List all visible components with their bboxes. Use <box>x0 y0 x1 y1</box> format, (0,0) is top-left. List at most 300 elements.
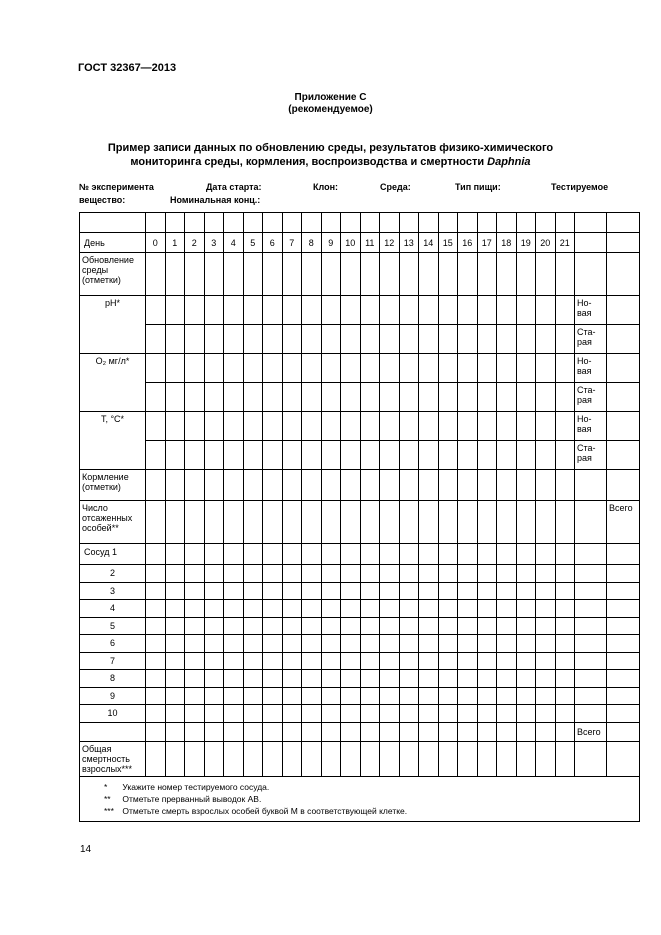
grid-cell[interactable] <box>263 687 283 705</box>
grid-cell[interactable] <box>263 354 283 383</box>
grid-cell[interactable] <box>165 544 185 565</box>
grid-cell[interactable] <box>555 722 575 741</box>
grid-cell[interactable] <box>204 412 224 441</box>
grid-cell[interactable] <box>419 565 439 583</box>
grid-cell[interactable] <box>516 722 536 741</box>
grid-cell[interactable] <box>497 213 517 233</box>
grid-cell[interactable] <box>302 470 322 501</box>
grid-cell[interactable] <box>302 670 322 688</box>
grid-cell[interactable] <box>399 441 419 470</box>
grid-cell[interactable] <box>516 705 536 723</box>
grid-cell[interactable] <box>302 582 322 600</box>
grid-cell[interactable] <box>146 253 166 296</box>
grid-cell[interactable] <box>516 441 536 470</box>
grid-cell[interactable] <box>555 652 575 670</box>
grid-cell[interactable] <box>536 670 556 688</box>
grid-cell[interactable] <box>458 722 478 741</box>
grid-cell[interactable] <box>321 565 341 583</box>
grid-cell[interactable] <box>536 705 556 723</box>
grid-cell[interactable] <box>204 296 224 325</box>
grid-cell[interactable] <box>458 325 478 354</box>
grid-cell[interactable] <box>341 617 361 635</box>
grid-cell[interactable] <box>165 325 185 354</box>
grid-cell[interactable] <box>477 213 497 233</box>
grid-cell[interactable] <box>380 253 400 296</box>
grid-cell[interactable] <box>516 635 536 653</box>
grid-cell[interactable] <box>224 652 244 670</box>
grid-cell[interactable] <box>146 670 166 688</box>
grid-cell[interactable] <box>458 544 478 565</box>
grid-cell[interactable] <box>302 741 322 776</box>
grid-cell[interactable] <box>185 325 205 354</box>
grid-cell[interactable] <box>146 441 166 470</box>
grid-cell[interactable] <box>263 213 283 233</box>
grid-cell[interactable] <box>380 687 400 705</box>
grid-cell[interactable] <box>516 652 536 670</box>
grid-cell[interactable] <box>204 565 224 583</box>
grid-cell[interactable] <box>224 670 244 688</box>
grid-cell[interactable] <box>516 253 536 296</box>
grid-cell[interactable] <box>497 354 517 383</box>
grid-cell[interactable] <box>165 565 185 583</box>
grid-cell[interactable] <box>224 296 244 325</box>
grid-cell[interactable] <box>458 213 478 233</box>
grid-cell[interactable] <box>360 354 380 383</box>
grid-cell[interactable] <box>243 441 263 470</box>
grid-cell[interactable] <box>146 565 166 583</box>
grid-cell[interactable] <box>497 652 517 670</box>
grid-cell[interactable] <box>438 617 458 635</box>
grid-cell[interactable] <box>321 412 341 441</box>
grid-cell[interactable] <box>165 687 185 705</box>
grid-cell[interactable] <box>360 582 380 600</box>
grid-cell[interactable] <box>458 253 478 296</box>
grid-cell[interactable] <box>282 213 302 233</box>
grid-cell[interactable] <box>263 325 283 354</box>
grid-cell[interactable] <box>555 670 575 688</box>
grid-cell[interactable] <box>497 470 517 501</box>
grid-cell[interactable] <box>204 741 224 776</box>
total-cell[interactable] <box>607 670 640 688</box>
grid-cell[interactable] <box>438 354 458 383</box>
grid-cell[interactable] <box>458 565 478 583</box>
grid-cell[interactable] <box>224 600 244 618</box>
grid-cell[interactable] <box>380 213 400 233</box>
grid-cell[interactable] <box>282 687 302 705</box>
grid-cell[interactable] <box>536 565 556 583</box>
grid-cell[interactable] <box>321 741 341 776</box>
grid-cell[interactable] <box>341 741 361 776</box>
grid-cell[interactable] <box>438 705 458 723</box>
grid-cell[interactable] <box>399 600 419 618</box>
grid-cell[interactable] <box>419 544 439 565</box>
grid-cell[interactable] <box>204 470 224 501</box>
grid-cell[interactable] <box>536 253 556 296</box>
grid-cell[interactable] <box>341 600 361 618</box>
grid-cell[interactable] <box>204 600 224 618</box>
grid-cell[interactable] <box>516 617 536 635</box>
grid-cell[interactable] <box>165 383 185 412</box>
grid-cell[interactable] <box>497 600 517 618</box>
grid-cell[interactable] <box>243 670 263 688</box>
grid-cell[interactable] <box>204 635 224 653</box>
grid-cell[interactable] <box>185 687 205 705</box>
grid-cell[interactable] <box>185 635 205 653</box>
grid-cell[interactable] <box>341 635 361 653</box>
grid-cell[interactable] <box>438 441 458 470</box>
grid-cell[interactable] <box>516 354 536 383</box>
grid-cell[interactable] <box>146 501 166 544</box>
grid-cell[interactable] <box>165 470 185 501</box>
grid-cell[interactable] <box>282 441 302 470</box>
grid-cell[interactable] <box>185 470 205 501</box>
grid-cell[interactable] <box>477 383 497 412</box>
grid-cell[interactable] <box>185 412 205 441</box>
grid-cell[interactable] <box>321 213 341 233</box>
grid-cell[interactable] <box>185 741 205 776</box>
grid-cell[interactable] <box>185 705 205 723</box>
grid-cell[interactable] <box>477 635 497 653</box>
grid-cell[interactable] <box>282 544 302 565</box>
grid-cell[interactable] <box>458 412 478 441</box>
grid-cell[interactable] <box>224 501 244 544</box>
grid-cell[interactable] <box>536 582 556 600</box>
grid-cell[interactable] <box>438 652 458 670</box>
grid-cell[interactable] <box>438 544 458 565</box>
grid-cell[interactable] <box>146 652 166 670</box>
grid-cell[interactable] <box>263 296 283 325</box>
total-cell[interactable] <box>607 412 640 441</box>
grid-cell[interactable] <box>321 617 341 635</box>
grid-cell[interactable] <box>399 635 419 653</box>
grid-cell[interactable] <box>360 617 380 635</box>
grid-cell[interactable] <box>321 652 341 670</box>
grid-cell[interactable] <box>243 383 263 412</box>
grid-cell[interactable] <box>165 253 185 296</box>
grid-cell[interactable] <box>204 670 224 688</box>
grid-cell[interactable] <box>497 501 517 544</box>
total-cell[interactable] <box>607 441 640 470</box>
grid-cell[interactable] <box>263 565 283 583</box>
total-cell[interactable] <box>607 600 640 618</box>
grid-cell[interactable] <box>185 670 205 688</box>
grid-cell[interactable] <box>555 617 575 635</box>
grid-cell[interactable] <box>516 687 536 705</box>
grid-cell[interactable] <box>536 325 556 354</box>
grid-cell[interactable] <box>263 544 283 565</box>
grid-cell[interactable] <box>224 705 244 723</box>
grid-cell[interactable] <box>224 325 244 354</box>
grid-cell[interactable] <box>477 253 497 296</box>
grid-cell[interactable] <box>536 296 556 325</box>
grid-cell[interactable] <box>458 470 478 501</box>
grid-cell[interactable] <box>419 705 439 723</box>
grid-cell[interactable] <box>438 670 458 688</box>
grid-cell[interactable] <box>185 354 205 383</box>
grid-cell[interactable] <box>146 325 166 354</box>
grid-cell[interactable] <box>321 582 341 600</box>
grid-cell[interactable] <box>380 383 400 412</box>
grid-cell[interactable] <box>419 582 439 600</box>
grid-cell[interactable] <box>243 213 263 233</box>
grid-cell[interactable] <box>477 544 497 565</box>
total-cell[interactable] <box>607 582 640 600</box>
grid-cell[interactable] <box>302 412 322 441</box>
grid-cell[interactable] <box>321 441 341 470</box>
grid-cell[interactable] <box>419 635 439 653</box>
grid-cell[interactable] <box>224 470 244 501</box>
grid-cell[interactable] <box>399 412 419 441</box>
grid-cell[interactable] <box>419 741 439 776</box>
grid-cell[interactable] <box>360 213 380 233</box>
grid-cell[interactable] <box>302 325 322 354</box>
grid-cell[interactable] <box>536 412 556 441</box>
grid-cell[interactable] <box>243 354 263 383</box>
grid-cell[interactable] <box>360 670 380 688</box>
grid-cell[interactable] <box>165 670 185 688</box>
grid-cell[interactable] <box>536 741 556 776</box>
grid-cell[interactable] <box>516 412 536 441</box>
grid-cell[interactable] <box>302 617 322 635</box>
grid-cell[interactable] <box>204 722 224 741</box>
total-cell[interactable] <box>607 565 640 583</box>
grid-cell[interactable] <box>438 582 458 600</box>
grid-cell[interactable] <box>555 383 575 412</box>
grid-cell[interactable] <box>146 213 166 233</box>
grid-cell[interactable] <box>497 325 517 354</box>
grid-cell[interactable] <box>555 582 575 600</box>
grid-cell[interactable] <box>497 412 517 441</box>
grid-cell[interactable] <box>224 741 244 776</box>
grid-cell[interactable] <box>263 635 283 653</box>
grid-cell[interactable] <box>165 296 185 325</box>
grid-cell[interactable] <box>263 470 283 501</box>
grid-cell[interactable] <box>204 441 224 470</box>
grid-cell[interactable] <box>263 253 283 296</box>
grid-cell[interactable] <box>321 670 341 688</box>
grid-cell[interactable] <box>165 412 185 441</box>
grid-cell[interactable] <box>341 705 361 723</box>
grid-cell[interactable] <box>438 687 458 705</box>
grid-cell[interactable] <box>204 652 224 670</box>
grid-cell[interactable] <box>399 354 419 383</box>
grid-cell[interactable] <box>185 213 205 233</box>
grid-cell[interactable] <box>243 501 263 544</box>
grid-cell[interactable] <box>497 582 517 600</box>
grid-cell[interactable] <box>146 544 166 565</box>
grid-cell[interactable] <box>555 600 575 618</box>
grid-cell[interactable] <box>341 582 361 600</box>
grid-cell[interactable] <box>399 501 419 544</box>
grid-cell[interactable] <box>263 670 283 688</box>
grid-cell[interactable] <box>458 296 478 325</box>
grid-cell[interactable] <box>458 635 478 653</box>
grid-cell[interactable] <box>458 705 478 723</box>
grid-cell[interactable] <box>263 617 283 635</box>
grid-cell[interactable] <box>380 441 400 470</box>
grid-cell[interactable] <box>438 213 458 233</box>
grid-cell[interactable] <box>243 412 263 441</box>
grid-cell[interactable] <box>185 383 205 412</box>
grid-cell[interactable] <box>282 600 302 618</box>
grid-cell[interactable] <box>165 652 185 670</box>
grid-cell[interactable] <box>321 354 341 383</box>
grid-cell[interactable] <box>399 741 419 776</box>
grid-cell[interactable] <box>477 441 497 470</box>
grid-cell[interactable] <box>399 544 419 565</box>
grid-cell[interactable] <box>458 383 478 412</box>
grid-cell[interactable] <box>516 470 536 501</box>
grid-cell[interactable] <box>224 441 244 470</box>
grid-cell[interactable] <box>497 705 517 723</box>
grid-cell[interactable] <box>458 441 478 470</box>
grid-cell[interactable] <box>341 441 361 470</box>
grid-cell[interactable] <box>555 687 575 705</box>
grid-cell[interactable] <box>341 412 361 441</box>
grid-cell[interactable] <box>438 325 458 354</box>
grid-cell[interactable] <box>360 544 380 565</box>
grid-cell[interactable] <box>263 441 283 470</box>
grid-cell[interactable] <box>516 582 536 600</box>
grid-cell[interactable] <box>360 635 380 653</box>
grid-cell[interactable] <box>224 635 244 653</box>
grid-cell[interactable] <box>243 296 263 325</box>
grand-total-cell[interactable] <box>607 722 640 741</box>
grid-cell[interactable] <box>302 565 322 583</box>
grid-cell[interactable] <box>360 741 380 776</box>
total-cell[interactable] <box>607 383 640 412</box>
total-cell[interactable] <box>607 635 640 653</box>
grid-cell[interactable] <box>302 253 322 296</box>
grid-cell[interactable] <box>224 582 244 600</box>
grid-cell[interactable] <box>458 617 478 635</box>
grid-cell[interactable] <box>204 617 224 635</box>
grid-cell[interactable] <box>536 635 556 653</box>
grid-cell[interactable] <box>204 354 224 383</box>
grid-cell[interactable] <box>282 565 302 583</box>
grid-cell[interactable] <box>243 565 263 583</box>
grid-cell[interactable] <box>419 354 439 383</box>
grid-cell[interactable] <box>555 354 575 383</box>
grid-cell[interactable] <box>438 296 458 325</box>
grid-cell[interactable] <box>419 296 439 325</box>
total-cell[interactable] <box>607 687 640 705</box>
grid-cell[interactable] <box>243 253 263 296</box>
grid-cell[interactable] <box>536 600 556 618</box>
grid-cell[interactable] <box>380 722 400 741</box>
grid-cell[interactable] <box>497 253 517 296</box>
grid-cell[interactable] <box>438 722 458 741</box>
grid-cell[interactable] <box>204 213 224 233</box>
grid-cell[interactable] <box>165 600 185 618</box>
grid-cell[interactable] <box>477 296 497 325</box>
grid-cell[interactable] <box>399 383 419 412</box>
grid-cell[interactable] <box>536 722 556 741</box>
grid-cell[interactable] <box>282 354 302 383</box>
grid-cell[interactable] <box>341 213 361 233</box>
grid-cell[interactable] <box>555 635 575 653</box>
grid-cell[interactable] <box>399 722 419 741</box>
grid-cell[interactable] <box>360 470 380 501</box>
grid-cell[interactable] <box>204 383 224 412</box>
grid-cell[interactable] <box>536 687 556 705</box>
grid-cell[interactable] <box>360 687 380 705</box>
grid-cell[interactable] <box>380 501 400 544</box>
grid-cell[interactable] <box>282 412 302 441</box>
grid-cell[interactable] <box>536 354 556 383</box>
grid-cell[interactable] <box>185 565 205 583</box>
grid-cell[interactable] <box>185 253 205 296</box>
grid-cell[interactable] <box>419 213 439 233</box>
grid-cell[interactable] <box>341 670 361 688</box>
grid-cell[interactable] <box>399 652 419 670</box>
grid-cell[interactable] <box>302 544 322 565</box>
grid-cell[interactable] <box>282 383 302 412</box>
grid-cell[interactable] <box>380 652 400 670</box>
grid-cell[interactable] <box>302 722 322 741</box>
grid-cell[interactable] <box>477 617 497 635</box>
grid-cell[interactable] <box>458 652 478 670</box>
grid-cell[interactable] <box>555 325 575 354</box>
grid-cell[interactable] <box>302 296 322 325</box>
grid-cell[interactable] <box>224 354 244 383</box>
grid-cell[interactable] <box>204 582 224 600</box>
grid-cell[interactable] <box>555 741 575 776</box>
grid-cell[interactable] <box>243 687 263 705</box>
grid-cell[interactable] <box>360 565 380 583</box>
grid-cell[interactable] <box>380 670 400 688</box>
grid-cell[interactable] <box>497 635 517 653</box>
grid-cell[interactable] <box>263 383 283 412</box>
grid-cell[interactable] <box>302 501 322 544</box>
grid-cell[interactable] <box>204 705 224 723</box>
grid-cell[interactable] <box>458 582 478 600</box>
grid-cell[interactable] <box>321 544 341 565</box>
total-cell[interactable] <box>607 296 640 325</box>
grid-cell[interactable] <box>360 325 380 354</box>
grid-cell[interactable] <box>477 670 497 688</box>
grid-cell[interactable] <box>438 741 458 776</box>
grid-cell[interactable] <box>185 600 205 618</box>
grid-cell[interactable] <box>321 383 341 412</box>
grid-cell[interactable] <box>536 383 556 412</box>
total-cell[interactable] <box>607 325 640 354</box>
grid-cell[interactable] <box>282 652 302 670</box>
grid-cell[interactable] <box>165 617 185 635</box>
total-cell[interactable] <box>607 741 640 776</box>
grid-cell[interactable] <box>224 617 244 635</box>
grid-cell[interactable] <box>243 722 263 741</box>
grid-cell[interactable] <box>224 383 244 412</box>
grid-cell[interactable] <box>282 470 302 501</box>
grid-cell[interactable] <box>477 652 497 670</box>
grid-cell[interactable] <box>399 296 419 325</box>
grid-cell[interactable] <box>302 383 322 412</box>
grid-cell[interactable] <box>282 253 302 296</box>
grid-cell[interactable] <box>185 544 205 565</box>
grid-cell[interactable] <box>360 383 380 412</box>
grid-cell[interactable] <box>302 213 322 233</box>
grid-cell[interactable] <box>380 582 400 600</box>
grid-cell[interactable] <box>380 600 400 618</box>
grid-cell[interactable] <box>165 635 185 653</box>
grid-cell[interactable] <box>341 722 361 741</box>
grid-cell[interactable] <box>399 213 419 233</box>
grid-cell[interactable] <box>536 213 556 233</box>
grid-cell[interactable] <box>419 412 439 441</box>
grid-cell[interactable] <box>341 544 361 565</box>
grid-cell[interactable] <box>497 687 517 705</box>
